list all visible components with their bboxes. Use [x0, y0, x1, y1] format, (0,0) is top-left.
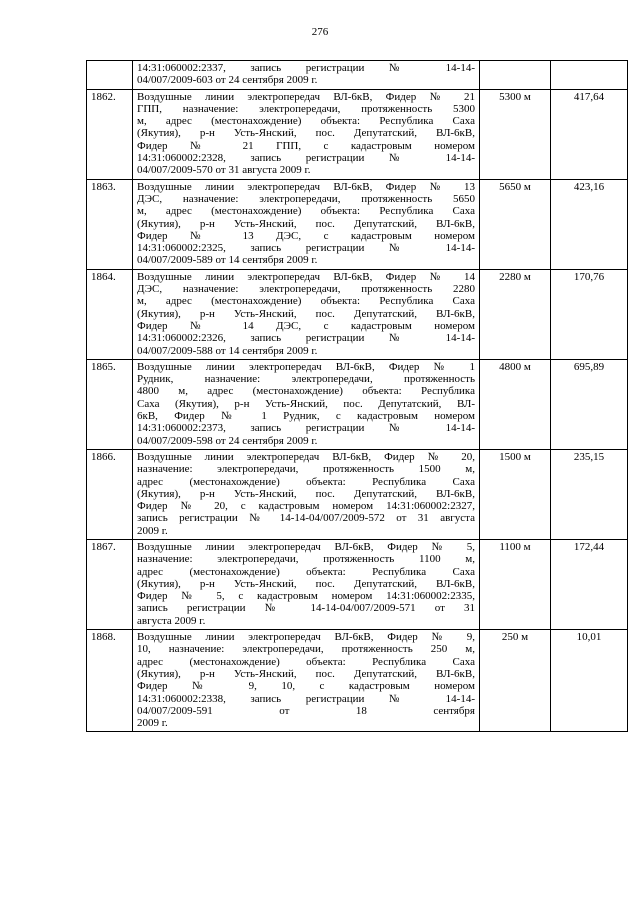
- description-line: 10, назначение: электропередачи, протяженность 250 м,: [137, 643, 475, 656]
- row-length: [480, 61, 551, 90]
- description-line: августа 2009 г.: [137, 614, 206, 627]
- description-line: (Якутия), р-н Усть-Янский, пос. Депутатский, ВЛ-6кВ,: [137, 307, 475, 320]
- row-description: [133, 359, 480, 449]
- table-row: [87, 449, 628, 539]
- description-line: адрес (местонахождение) объекта: Республика Саха: [137, 475, 475, 488]
- row-length: 1500 м: [480, 449, 551, 539]
- description-line: Воздушные линии электропередач ВЛ-6кВ, Фидер № 14: [137, 270, 475, 283]
- row-number: 1867.: [87, 539, 133, 629]
- table-row: [87, 269, 628, 359]
- row-value: 172,44: [551, 539, 628, 629]
- description-line: 04/007/2009-589 от 14 сентября 2009 г.: [137, 254, 318, 267]
- description-line: ДЭС, назначение: электропередачи, протяженность 5650: [137, 192, 475, 205]
- description-line: назначение: электропередачи, протяженность 1500 м,: [137, 463, 475, 476]
- description-line: 14:31:060002:2325, запись регистрации № 14-14-: [137, 242, 475, 255]
- row-number: [87, 61, 133, 90]
- description-line: адрес (местонахождение) объекта: Республика Саха: [137, 565, 475, 578]
- description-line: 04/007/2009-570 от 31 августа 2009 г.: [137, 164, 311, 177]
- table-row: [87, 179, 628, 269]
- row-value: 170,76: [551, 269, 628, 359]
- description-line: Фидер № 14 ДЭС, с кадастровым номером: [137, 319, 475, 332]
- description-line: Рудник, назначение: электропередачи, протяженность: [137, 373, 475, 386]
- page-number: 276: [311, 26, 329, 38]
- description-line: 04/007/2009-588 от 14 сентября 2009 г.: [137, 344, 318, 357]
- description-line: Фидер № 9, 10, с кадастровым номером: [137, 680, 475, 693]
- property-table: [86, 60, 628, 732]
- description-line: Фидер № 20, с кадастровым номером 14:31:060002:2327,: [137, 500, 475, 513]
- description-line: ГПП, назначение: электропередачи, протяженность 5300: [137, 102, 475, 115]
- row-number: 1868.: [87, 630, 133, 732]
- description-line: назначение: электропередачи, протяженность 1100 м,: [137, 553, 475, 566]
- description-line: 14:31:060002:2326, запись регистрации № 14-14-: [137, 332, 475, 345]
- description-line: 2009 г.: [137, 524, 168, 537]
- row-length: 4800 м: [480, 359, 551, 449]
- description-line: Фидер № 21 ГПП, с кадастровым номером: [137, 139, 475, 152]
- description-line: 14:31:060002:2328, запись регистрации № 14-14-: [137, 152, 475, 165]
- description-line: Воздушные линии электропередач ВЛ-6кВ, Фидер № 9,: [137, 631, 475, 644]
- row-value: 417,64: [551, 89, 628, 179]
- description-line: запись регистрации № 14-14-04/007/2009-572 от 31 августа: [137, 512, 475, 525]
- table-body: [87, 61, 628, 732]
- description-line: 04/007/2009-598 от 24 сентября 2009 г.: [137, 434, 318, 447]
- row-length: 250 м: [480, 630, 551, 732]
- description-line: м, адрес (местонахождение) объекта: Республика Саха: [137, 295, 475, 308]
- description-line: Воздушные линии электропередач ВЛ-6кВ, Фидер № 5,: [137, 540, 475, 553]
- row-number: 1866.: [87, 449, 133, 539]
- description-line: адрес (местонахождение) объекта: Республика Саха: [137, 655, 475, 668]
- row-number: 1862.: [87, 89, 133, 179]
- row-number: 1864.: [87, 269, 133, 359]
- table-row: [87, 89, 628, 179]
- row-value: [551, 61, 628, 90]
- row-description: [133, 89, 480, 179]
- description-line: (Якутия), р-н Усть-Янский, пос. Депутатский, ВЛ-6кВ,: [137, 487, 475, 500]
- table-row: [87, 359, 628, 449]
- table-row: [87, 630, 628, 732]
- row-description: [133, 539, 480, 629]
- description-line: (Якутия), р-н Усть-Янский, пос. Депутатский, ВЛ-6кВ,: [137, 667, 475, 680]
- description-line: 14:31:060002:2373, запись регистрации № 14-14-: [137, 422, 475, 435]
- row-length: 5650 м: [480, 179, 551, 269]
- row-length: 5300 м: [480, 89, 551, 179]
- row-description: [133, 179, 480, 269]
- description-line: Воздушные линии электропередач ВЛ-6кВ, Фидер № 1: [137, 360, 475, 373]
- row-description: [133, 449, 480, 539]
- description-line: Фидер № 13 ДЭС, с кадастровым номером: [137, 229, 475, 242]
- description-line: 6кВ, Фидер № 1 Рудник, с кадастровым номером: [137, 410, 475, 423]
- row-description: [133, 630, 480, 732]
- description-line: 04/007/2009-591 от 18 сентября: [137, 704, 475, 717]
- description-line: м, адрес (местонахождение) объекта: Республика Саха: [137, 115, 475, 128]
- description-line: м, адрес (местонахождение) объекта: Республика Саха: [137, 205, 475, 218]
- row-description: [133, 61, 480, 90]
- description-line: (Якутия), р-н Усть-Янский, пос. Депутатский, ВЛ-6кВ,: [137, 217, 475, 230]
- row-length: 1100 м: [480, 539, 551, 629]
- description-line: 04/007/2009-603 от 24 сентября 2009 г.: [137, 74, 318, 87]
- description-line: Саха (Якутия), р-н Усть-Янский, пос. Депутатский, ВЛ-: [137, 397, 475, 410]
- description-line: Воздушные линии электропередач ВЛ-6кВ, Фидер № 20,: [137, 450, 475, 463]
- row-length: 2280 м: [480, 269, 551, 359]
- row-description: [133, 269, 480, 359]
- description-line: (Якутия), р-н Усть-Янский, пос. Депутатский, ВЛ-6кВ,: [137, 127, 475, 140]
- row-value: 423,16: [551, 179, 628, 269]
- table-row: [87, 539, 628, 629]
- description-line: Фидер № 5, с кадастровым номером 14:31:060002:2335,: [137, 590, 475, 603]
- row-number: 1863.: [87, 179, 133, 269]
- description-line: ДЭС, назначение: электропередачи, протяженность 2280: [137, 283, 475, 296]
- row-number: 1865.: [87, 359, 133, 449]
- description-line: запись регистрации № 14-14-04/007/2009-571 от 31: [137, 602, 475, 615]
- table-row: [87, 61, 628, 90]
- description-line: Воздушные линии электропередач ВЛ-6кВ, Фидер № 21: [137, 90, 475, 103]
- row-value: 10,01: [551, 630, 628, 732]
- description-line: Воздушные линии электропередач ВЛ-6кВ, Фидер № 13: [137, 180, 475, 193]
- description-line: (Якутия), р-н Усть-Янский, пос. Депутатский, ВЛ-6кВ,: [137, 577, 475, 590]
- row-value: 235,15: [551, 449, 628, 539]
- description-line: 14:31:060002:2338, запись регистрации № 14-14-: [137, 692, 475, 705]
- row-value: 695,89: [551, 359, 628, 449]
- description-line: 2009 г.: [137, 717, 168, 730]
- description-line: 4800 м, адрес (местонахождение) объекта: Республика: [137, 385, 475, 398]
- description-line: 14:31:060002:2337, запись регистрации № 14-14-: [137, 62, 475, 74]
